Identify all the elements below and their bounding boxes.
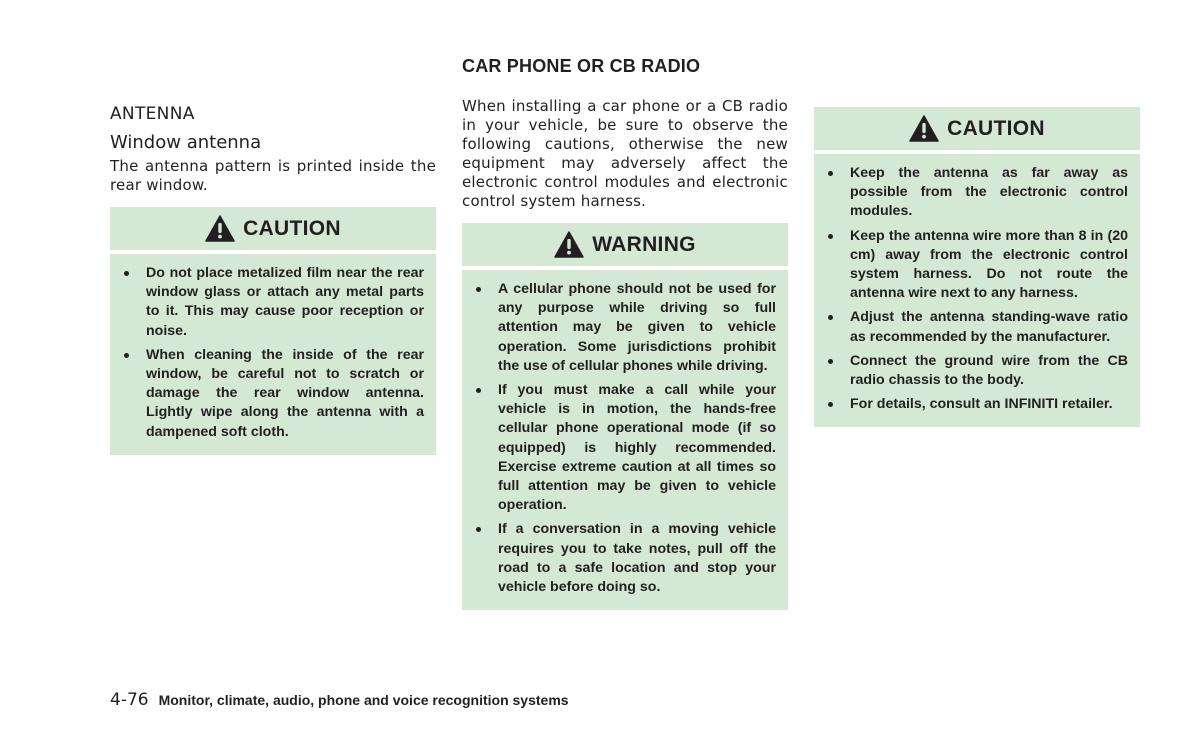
warning-title: WARNING: [592, 232, 696, 256]
list-item: Connect the ground wire from the CB radio chassis to the body.: [826, 352, 1128, 390]
list-item: If you must make a call while your vehicle is in motion, the hands-free cellular phone operational mode (if so equipped) is highly recommended. Exercise extreme caution at all times so full attention may be given to vehicle operation.: [474, 381, 776, 515]
caution-body: [110, 254, 436, 455]
list-item: Do not place metalized film near the rear window glass or attach any metal parts to it. This may cause poor reception or noise.: [122, 264, 424, 341]
warning-list: [474, 280, 776, 597]
caution-body: [814, 154, 1140, 427]
warning-box: [462, 223, 788, 610]
warning-triangle-icon: [205, 215, 235, 242]
column-antenna: [110, 104, 436, 455]
list-item: Keep the antenna as far away as possible from the electronic control modules.: [826, 164, 1128, 222]
section-title-antenna: ANTENNA: [110, 104, 195, 124]
list-item: Keep the antenna wire more than 8 in (20 cm) away from the electronic control system harness. Do not route the antenna wire next to any harness.: [826, 227, 1128, 304]
column-caution-cb: [814, 107, 1140, 427]
warning-triangle-icon: [554, 231, 584, 258]
antenna-paragraph: The antenna pattern is printed inside the rear window.: [110, 157, 436, 194]
caution-header: [110, 207, 436, 250]
list-item: Adjust the antenna standing-wave ratio as recommended by the manufacturer.: [826, 308, 1128, 346]
caution-title: CAUTION: [947, 116, 1045, 140]
page-footer: [110, 690, 569, 710]
section-title-car-phone: CAR PHONE OR CB RADIO: [462, 56, 701, 76]
list-item: When cleaning the inside of the rear window, be careful not to scratch or damage the rear window antenna. Lightly wipe along the antenna with a dampened soft cloth.: [122, 346, 424, 442]
column-car-phone: [462, 56, 788, 610]
page-number: 4-76: [110, 690, 149, 710]
warning-body: [462, 270, 788, 610]
car-phone-paragraph: When installing a car phone or a CB radio in your vehicle, be sure to observe the following cautions, otherwise the new equipment may adversely affect the electronic control modules and electronic control system harness.: [462, 97, 788, 210]
subsection-title-window-antenna: Window antenna: [110, 132, 262, 153]
caution-header: [814, 107, 1140, 150]
caution-list: [122, 264, 424, 442]
caution-box-antenna: [110, 207, 436, 455]
warning-triangle-icon: [909, 115, 939, 142]
caution-title: CAUTION: [243, 216, 341, 240]
list-item: If a conversation in a moving vehicle requires you to take notes, pull off the road to a safe location and stop your vehicle before doing so.: [474, 520, 776, 597]
list-item: For details, consult an INFINITI retailer.: [826, 395, 1128, 414]
caution-list: [826, 164, 1128, 414]
chapter-title: Monitor, climate, audio, phone and voice recognition systems: [158, 692, 569, 708]
warning-header: [462, 223, 788, 266]
list-item: A cellular phone should not be used for any purpose while driving so full attention may be given to vehicle operation. Some jurisdictions prohibit the use of cellular phones while driving.: [474, 280, 776, 376]
caution-box-cb-radio: [814, 107, 1140, 427]
